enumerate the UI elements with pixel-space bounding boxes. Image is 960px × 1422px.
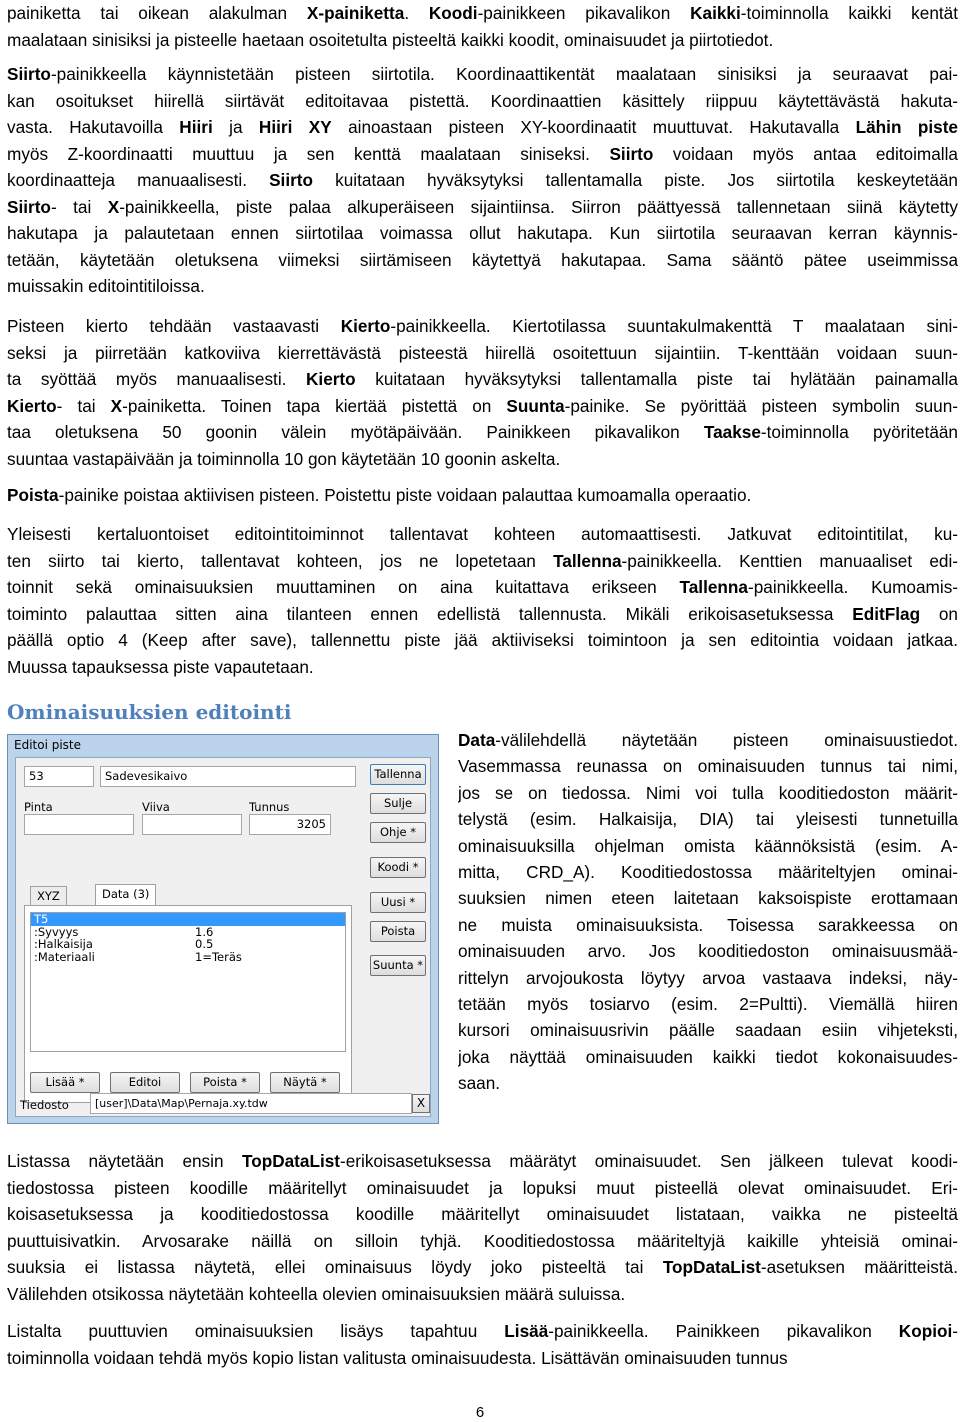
text-line: telystä (esim. Halkaisija, DIA) tai yleisesti tunnetuilla <box>458 809 958 830</box>
tunnus-field[interactable]: 3205 <box>249 814 331 835</box>
close-button[interactable]: Sulje <box>370 793 426 814</box>
label-viiva: Viiva <box>142 800 170 814</box>
property-list[interactable] <box>30 912 346 1052</box>
paragraph-1 <box>7 0 958 53</box>
text-line: rittelyn arvojoukosta löytyy arvoa vastaava indeksi, näy- <box>458 967 958 988</box>
list-item[interactable]: T5 <box>31 913 345 926</box>
delete-button[interactable]: Poista <box>370 921 426 942</box>
text-line: joka näyttää ominaisuuden kaikki tiedot kokonaisuudes- <box>458 1046 958 1067</box>
add-button[interactable]: Lisää * <box>30 1072 100 1093</box>
paragraph-6 <box>7 1148 958 1307</box>
text-line: toiminnolla voidaan tehdä myös kopio listan valitusta ominaisuudesta. Lisättävän ominaisuuden tunnus <box>7 1347 788 1368</box>
label-tunnus: Tunnus <box>249 800 290 814</box>
text-line: myös Z-koordinaatti muuttuu ja sen kenttä maalataan siniseksi. Siirto voidaan myös antaa editoimalla <box>7 143 958 164</box>
text-line: toinnit sekä ominaisuuksien muuttaminen on aina kuitattava erikseen Tallenna-painikkeella. Kumoamis- <box>7 577 958 597</box>
direction-button[interactable]: Suunta * <box>370 955 426 976</box>
save-button[interactable]: Tallenna <box>370 764 426 785</box>
paragraph-7 <box>7 1318 958 1371</box>
text-line: seksi ja piirretään katkoviiva kierrettävästä pisteestä hiirellä osoitettuun sijaintiin. T-kenttään voidaan suun- <box>7 342 958 363</box>
text-line: ne muista ominaisuuksista. Toisessa sarakkeessa on <box>458 914 958 935</box>
text-line: Kierto- tai X-painiketta. Toinen tapa kiertää pistettä on Suunta-painike. Se pyörittää pisteen symbolin suun- <box>7 395 958 416</box>
text-line: jos se on tiedossa. Nimi voi tulla kooditiedoston määrit- <box>458 782 958 803</box>
text-line: Siirto- tai X-painikkeella, piste palaa alkuperäiseen sijaintiinsa. Siirron päättyessä tallennetaan siinä käytetty <box>7 196 958 217</box>
file-label: Tiedosto <box>20 1098 69 1112</box>
text-line: koisasetuksessa ja kooditiedostossa koodille määritellyt ominaisuudet listataan, vaikka ne pisteeltä <box>7 1204 958 1224</box>
viiva-field[interactable] <box>142 814 242 835</box>
dialog-title: Editoi piste <box>14 738 82 752</box>
text-line: Data-välilehdellä näytetään pisteen ominaisuustiedot. <box>458 730 958 750</box>
list-item[interactable]: :Materiaali 1=Teräs <box>34 949 242 964</box>
file-path-field: [user]\Data\Map\Pernaja.xy.tdw <box>90 1093 412 1114</box>
text-line: puuttuisivatkin. Arvosarake näillä on silloin tyhjä. Kooditiedostossa määriteltyjä kaikille yhteisiä ominai- <box>7 1230 958 1251</box>
text-line: hakutapa ja palautetaan ennen siirtotilaa voimassa ollut hakutapa. Kun siirtotila seuraavan kerran käynnis- <box>7 223 958 243</box>
text-line: suuntaa vastapäivään ja toiminnolla 10 gon käytetään 10 goonin askelta. <box>7 448 561 469</box>
text-line: Yleisesti kertaluontoiset editointitoiminnot tallentavat kohteen automaattisesti. Jatkuvat editointitilat, ku- <box>7 524 958 544</box>
pinta-field[interactable] <box>24 814 134 835</box>
text-line: painiketta tai oikean alakulman X-painiketta. Koodi-painikkeen pikavalikon Kaikki-toiminnolla kaikki kentät <box>7 3 958 23</box>
text-line: tetään myös tosiarvo (esim. 2=Pultti). Viemällä hiiren <box>458 993 958 1014</box>
text-line: tetään, käytetään oletuksena viimeksi siirtämiseen käytettyä hakutapaa. Sama sääntö pätee useimmissa <box>7 249 958 270</box>
text-line: Listassa näytetään ensin TopDataList-erikoisasetuksessa määrätyt ominaisuudet. Sen jälkeen tulevat koodi- <box>7 1151 958 1171</box>
text-line: kan osoitukset hiirellä siirtävät editoitavaa pistettä. Koordinaattien käsittely riippuu käytettävästä hakuta- <box>7 90 958 111</box>
paragraph-4 <box>7 482 958 509</box>
list-item[interactable]: :Syvyys 1.6 <box>34 924 214 939</box>
text-line: toiminto palauttaa sitten aina tilanteen ennen edellistä tallennusta. Mikäli erikoisasetuksessa EditFlag on <box>7 603 958 624</box>
text-line: ominaisuuden arvo. Jos kooditiedoston ominaisuusmää- <box>458 941 958 962</box>
paragraph-2 <box>7 61 958 300</box>
text-line: suuksien nimen eteen laitetaan kaksoispiste erottamaan <box>458 888 958 909</box>
text-line: tiedostossa pisteen koodille määritellyt ominaisuudet ja lopuksi muut pisteellä olevat ominaisuudet. Eri- <box>7 1177 958 1198</box>
tab-data[interactable]: Data (3) <box>95 884 156 906</box>
list-item[interactable]: :Halkaisija 0.5 <box>34 937 214 951</box>
text-line: Välilehden otsikossa näytetään kohteella olevien ominaisuuksien määrä suluissa. <box>7 1283 626 1304</box>
code-field[interactable]: Sadevesikaivo <box>100 766 356 787</box>
section-heading: Ominaisuuksien editointi <box>7 700 292 724</box>
paragraph-side <box>458 727 958 1096</box>
paragraph-3 <box>7 313 958 472</box>
text-line: Listalta puuttuvien ominaisuuksien lisäys tapahtuu Lisää-painikkeella. Painikkeen pikavalikon Kopioi- <box>7 1321 958 1341</box>
text-line: koordinaatteja manuaalisesti. Siirto kuitataan hyväksytyksi tallentamalla piste. Jos siirtotila keskeytetään <box>7 170 958 190</box>
text-line: taa oletuksena 50 goonin välein myötäpäivään. Painikkeen pikavalikon Taakse-toiminnolla pyöritetään <box>7 422 958 442</box>
help-button[interactable]: Ohje * <box>370 822 426 843</box>
show-button[interactable]: Näytä * <box>270 1072 340 1093</box>
edit-point-dialog <box>7 734 439 1124</box>
code-button[interactable]: Koodi * <box>370 857 426 878</box>
new-button[interactable]: Uusi * <box>370 892 426 913</box>
text-line: ominaisuuksilla ohjelman omista käännöksistä (esim. A- <box>458 835 958 856</box>
number-field[interactable]: 53 <box>24 766 94 787</box>
text-line: ten siirto tai kierto, tallentavat kohteen, jos ne lopetetaan Tallenna-painikkeella. Kenttien manuaaliset edi- <box>7 550 958 571</box>
text-line: Siirto-painikkeella käynnistetään pisteen siirtotila. Koordinaattikentät maalataan sinisiksi ja seuraavat pai- <box>7 64 958 84</box>
text-line: Vasemmassa reunassa on ominaisuuden tunnus tai nimi, <box>458 756 958 777</box>
text-line: Poista-painike poistaa aktiivisen pisteen. Poistettu piste voidaan palauttaa kumoamalla operaatio. <box>7 485 752 505</box>
text-line: Muussa tapauksessa piste vapautetaan. <box>7 656 314 677</box>
text-line: ta syöttää myös manuaalisesti. Kierto kuitataan hyväksytyksi tallentamalla piste tai hylätään painamalla <box>7 369 958 389</box>
text-line: päällä optio 4 (Keep after save), tallennettu piste jää aktiiviseksi toimintoon ja sen editointia voidaan jatkaa. <box>7 630 958 650</box>
text-line: muissakin editointitiloissa. <box>7 276 205 296</box>
text-line: kursori ominaisuusrivin päälle saadaan esiin vihjeteksti, <box>458 1020 958 1041</box>
close-icon[interactable]: X <box>412 1094 430 1113</box>
label-pinta: Pinta <box>24 800 53 814</box>
page-number: 6 <box>475 1404 485 1421</box>
tab-xyz[interactable]: XYZ <box>30 886 67 906</box>
edit-button[interactable]: Editoi <box>110 1072 180 1093</box>
paragraph-5 <box>7 521 958 680</box>
text-line: saan. <box>458 1073 501 1094</box>
dialog-body <box>15 757 431 1117</box>
text-line: vasta. Hakutavoilla Hiiri ja Hiiri XY ainoastaan pisteen XY-koordinaatit muuttuvat. Hakutavalla Lähin piste <box>7 117 958 137</box>
text-line: Pisteen kierto tehdään vastaavasti Kierto-painikkeella. Kiertotilassa suuntakulmakenttä T maalataan sini- <box>7 316 958 336</box>
text-line: suuksia ei listassa näytetä, ellei ominaisuus löydy joko pisteeltä tai TopDataList-asetuksen määritteistä. <box>7 1257 958 1277</box>
text-line: maalataan sinisiksi ja pisteelle haetaan osoitetulta pisteeltä kaikki koodit, ominaisuudet ja piirtotiedot. <box>7 29 774 50</box>
text-line: mitta, CRD_A). Kooditiedostossa määriteltyjen ominai- <box>458 861 958 882</box>
remove-property-button[interactable]: Poista * <box>190 1072 260 1093</box>
